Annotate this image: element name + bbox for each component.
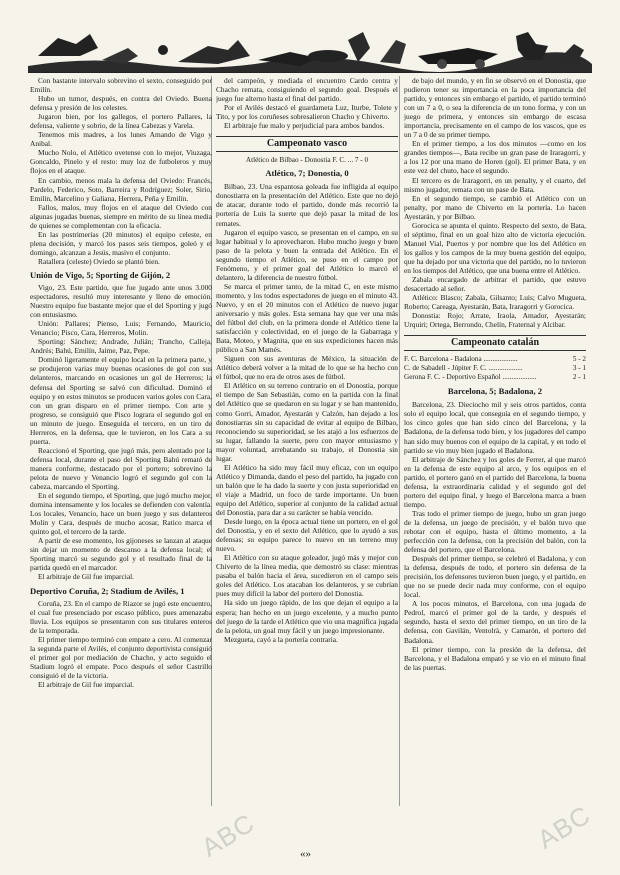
- paragraph: El Atlético con su ataque goleador, jugó más y mejor con Chiverto de la línea media, que demostró su clase: mientras pasaba el balón hacia el área, sucedieron en el campo seis goles del Atlético. Los atacaban los delanteros, y se cubrían pues muy difícil la labor del portero del Donostia.: [216, 553, 398, 599]
- paragraph: Atlético: Blasco; Zabala, Gilsanto; Luis; Calvo Mugueta, Roberto; Careaga, Ayestarán, Bata, Iraragorri y Gorocica.: [404, 293, 586, 312]
- sports-scene-banner: [28, 26, 592, 72]
- section-heading: Campeonato vasco: [216, 136, 398, 152]
- paragraph: Ha sido un juego rápido, de los que dejan el equipo a la espera; han hecho en un juego excelente, y a mucho punto del juego de la tarde el Atlético que vio una magnífica jugada de la pelota, un goal muy fácil y un juego impresionante.: [216, 598, 398, 635]
- column-3: [404, 76, 586, 816]
- score-line: Atlético de Bilbao - Donostia F. C. ... 7 - 0: [245, 156, 369, 165]
- match-score: 5 - 2: [572, 355, 586, 364]
- paragraph: de bajo del mundo, y en fin se observó en el Donostia, que pudieron tener su importancia en la poca importancia del partido, y entonces sin embargo el partido, el partido terminó con un 7 a 0, o sea la diferencia de un tono forma, y con un juego de primera, y entonces sin embargo de escasa importancia, precisamente en el campo de los vascos, que es un 7 a 0 de su primer tiempo.: [404, 76, 586, 140]
- section-heading: Deportivo Coruña, 2; Stadium de Avilés, 1: [30, 585, 185, 596]
- match-name: C. de Sabadell - Júpiter F. C. ...................: [404, 364, 523, 373]
- abc-watermark-logo: ABC: [532, 799, 596, 855]
- match-name: Gerona F. C. - Deportivo Español ...................: [404, 373, 537, 382]
- paragraph: El arbitraje fue malo y perjudicial para ambos bandos.: [224, 121, 385, 131]
- match-score: 3 - 1: [572, 364, 586, 373]
- paragraph: Barcelona, 23. Dieciocho mil y seis otros partidos, conta solo el equipo local, que conseguía en el segundo tiempo, y los cinco goles que han sido cinco del Barcelona, y la Badalona, de la defensa todo bien, y los jugadores del campo han sido muy buenos con el equipo de la capital, y en todo el partido se vio muy bien jugado el Badalona.: [404, 400, 586, 455]
- paragraph: El Atlético ha sido muy fácil muy eficaz, con un equipo Atlético y Dimanda, dando el peso del partido, ha jugado con un balón que le ha dado la suerte y con justa superioridad en el viaje a Madrid, un foco de tarde importante. Un buen equipo del Atlético, superior al conjunto de la calidad actual del Donostia, para dar a su carácter se había vencido.: [216, 462, 398, 518]
- paragraph: Dominó ligeramente el equipo local en la primera parte, y se produjeron varias muy buenas ocasiones de gol con sus delanteros, marcando en ocasiones un gol de Herreros; la defensa del Sporting se salvó con dificultad. Dominó el equipo y en estos minutos se producen varios goles con Cara, con un gran disparo en el primer tiempo. Con arte y progreso, se consiguió que Pisco lograra el segundo gol en un minuto de juego. Enseguida el tercero, en un tiro de Herreros, en la defensa, que le tuvieron, en los Cara a su puerta.: [30, 355, 212, 446]
- header-rule: [28, 72, 592, 73]
- paragraph: El arbitraje de Gil fue imparcial.: [38, 679, 135, 689]
- section-heading: Campeonato catalán: [404, 335, 586, 351]
- column-divider: [399, 76, 400, 806]
- results-row: [404, 373, 586, 382]
- paragraph: del campeón, y mediada el encuentro Cardo centra y Chacho remata, consiguiendo el segundo goal. Después el juego fue alterno hasta el final del partido.: [216, 76, 398, 104]
- paragraph: Mucho Nolo, el Atlético ovetense con lo mejor, Viuzaga, Goncaldo, Pinelo y el resto: muy loz de futboleros y muy flojos en el ataque.: [30, 148, 212, 176]
- paragraph: El Atlético en su terreno contrario en el Donostia, porque el tiempo de San Sebastián, como en la partida con la final del Atlético que se quedaron en su lugar y se han mantenido, como Gorri, Amador, Ayestarán y Calzón, han dejado a los donostiarras sin su capacidad de evitar al equipo de Bilbao, reconociendo su superioridad, se les atajó a los esfuerzos de su lugar, fallando la suerte, pero con mayor entusiasmo y mayor voluntad, arrebatando su trabajo, el Donostia sin lugar.: [216, 381, 398, 463]
- section-heading: Unión de Vigo, 5; Sporting de Gijón, 2: [30, 269, 171, 280]
- paragraph: Hubo un tumor, después, en contra del Oviedo. Buena defensa y presión de los celestes.: [30, 94, 212, 113]
- paragraph: Zabala encargado de arbitrar el partido, que estuvo desacertado al señor.: [404, 275, 586, 294]
- match-heading: Barcelona, 5; Badalona, 2: [447, 386, 543, 397]
- paragraph: A los pocos minutos, el Barcelona, con una jugada de Pedrol, marcó el primer gol de la tarde, y después el segundo, hasta el sexto del primer tiempo, en un tiro de la defensa, con Gavilán, Ventolrà, y Camarón, el portero del Badalona.: [404, 599, 586, 645]
- match-score: 2 - 1: [572, 373, 586, 382]
- column-2: [216, 76, 398, 816]
- paragraph: En el segundo tiempo, se cambió el Atlético con un penalty, por mano de Chiverto en la portería. Lo hacen Ayestarán, y por Bilbao.: [404, 193, 586, 221]
- abc-watermark-logo: ABC: [196, 807, 260, 863]
- paragraph: El primer tiempo terminó con empate a cero. Al comenzar la segunda parte el Avilés, el conjunto deportivista consiguió el primer gol por mediación de Chacho, y acto seguido el Stadium logró el empate. Poco después el señor Castrillo consiguió el de la victoria.: [30, 634, 212, 680]
- paragraph: Bilbao, 23. Una espantosa goleada fue infligida al equipo donostiarra en la presentación del Atlético. Este que no dejó de atacar, durante todo el partido, donde más recorrió la portería de Luis la suerte que dejó pasar la mitad de los remates.: [216, 182, 398, 228]
- paragraph: Vigo, 23. Este partido, que fue jugado ante unos 3.000 espectadores, resultó muy interesante y lleno de emoción. Nuestro equipo fue bastante mejor que el del Sporting y jugó con entusiasmo.: [30, 282, 212, 320]
- paragraph: Reaccionó el Sporting, que jugó más, pero alentado por la defensa local, durante el paso del Sporting Bahú remató de manera conforme, destacado por el portero; sobrevino la pelota de nuevo y Venancio logró el segundo gol con la cabeza, marcando el Sporting.: [30, 445, 212, 492]
- column-1: [30, 76, 212, 816]
- paragraph: Sporting: Sánchez; Andrade, Julián; Trancho, Calleja, Andrés; Bahú, Emilín, Jaime, Paz, Pepe.: [30, 337, 212, 356]
- paragraph: En el primer tiempo, a los dos minutos —como en los grandes tiempos—, Bata recibe un gran pase de Iraragorri, y a los 12 por una mano de Horen (gol). El primer Bata, y en este vez del chuto, hace el segundo.: [404, 139, 586, 176]
- results-row: [404, 364, 586, 373]
- paragraph: Siguen con sus aventuras de México, la situación de Atlético deberá volver a la mitad de lo que se ha hecho con el fútbol, que no era de otros ases de fútbol.: [216, 354, 398, 382]
- results-row: [404, 355, 586, 364]
- paragraph: Con bastante intervalo sobrevino el sexto, conseguido por Emilín.: [30, 76, 212, 95]
- paragraph: El arbitraje de Sánchez y los goles de Ferrer, al que marcó en la defensa de este equipo al arco, y los equipos en el partido, el portero ganó en el partido del Barcelona, la buena defensa, la extraordinaria calidad y el segundo gol del portero del equipo final, y luego el Barcelona marca a buen tiempo.: [404, 454, 586, 509]
- paragraph: En las postrimerías (20 minutos) el equipo celeste, en plena decisión, y marcó los pasos seis tiempos, goleó y el domingo, alcanzan a Jesús, masivo el conjunto.: [30, 229, 212, 257]
- paragraph: Donostia: Rojo; Arrate, Iraola, Amador, Ayestarán; Urquiri; Ortega, Berrondo, Chelín, Fraternal y Alcibar.: [404, 311, 586, 330]
- paragraph: Después del primer tiempo, se celebró el Badalona, y con la defensa, después de todo, el portero sin defensa de la precisión, los defensores tuvieron buen juego, y el partido, en que no se puede decir nada muy conforme, con el equipo local.: [404, 554, 586, 600]
- paragraph: Fallos, malos, muy flojos en el ataque del Oviedo con algunas jugadas buenas, siempre en mérito de su línea media de quienes se complementan con la eficacia.: [30, 202, 212, 230]
- paragraph: Por el Avilés destacó el guardameta Luz, Iturbe, Tolete y Tito, y por los coruñeses sobresalieron Chacho y Chiverto.: [216, 103, 398, 122]
- paragraph: Jugaron bien, por los gallegos, el portero Pallares, la defensa, valiente y sobrio, de la línea Cabezas y Varela.: [30, 112, 212, 131]
- paragraph: Desde luego, en la época actual tiene un portero, en el gol del Donostia, y en el sexto del Atlético, que lo ayudó a sus defensas; su equipo parece lo nuevo en un terreno muy nuevo.: [216, 517, 398, 554]
- paragraph: Unión: Pallares; Pienso, Luis; Fernando, Mauricio, Venancio; Pisco, Cara, Herreros, Molin.: [30, 319, 212, 338]
- match-heading: Atlético, 7; Donostia, 0: [265, 168, 349, 179]
- paragraph: El tercero es de Iraragorri, en un penalty, y el cuarto, del mismo jugador, remata con un pase de Bata.: [404, 175, 586, 194]
- paragraph: Mezgueta, cayó a la portería contraria.: [224, 634, 338, 644]
- paragraph: En cambio, menos mala la defensa del Oviedo: Francés, Pardelo, Federico, Soto, Barreira y Rodríguez; Soler, Sirio, Emilín, Marcelino y Galiana, Herrera, Peña y Emilín.: [30, 175, 212, 203]
- page-ornament: «»: [300, 848, 311, 860]
- paragraph: Jugaron el equipo vasco, se presentan en el campo, en su lugar habitual y lo aprovecharon. Hubo mucho juego y buen paso de la pelota y buen la entrada del Atlético. En el segundo tiempo el Atlético, se puso en el campo por Fenómeno, y el primer goal del Atlético lo marcó el delantero, la diferencia de nuestro fútbol.: [216, 227, 398, 282]
- paragraph: En el segundo tiempo, el Sporting, que jugó mucho mejor, domina intensamente y los locales se defienden con valentía. Los locales, Venancio, hace un buen juego y sus delanteros Molin y Cara, después de mucho acosar, Ratico marca el quinto gol, el tercero de la tarde.: [30, 491, 212, 537]
- paragraph: El primer tiempo, con la presión de la defensa, del Barcelona, y el Badalona empató y se vio en el minuto final de las puertas.: [404, 644, 586, 672]
- paragraph: Coruña, 23. En el campo de Riazor se jugó este encuentro, el cual fue presenciado por escaso público, pues amenazaba lluvia. Los equipos se presentaron con sus titulares enteros de la temporada.: [30, 598, 212, 635]
- paragraph: A partir de ese momento, los gijoneses se lanzan al ataque sin dejar un momento de descanso a la defensa local; el Sporting marcó su segundo gol y el resultado final de la partida quedó en el marcador.: [30, 536, 212, 573]
- paragraph: Gorocica se apunta el quinto. Respecto del sexto, de Bata, el séptimo, final en un goal hizo alto de victoria ejecución. Manuel Vial, Puertos y por nombre que los del Atlético en los gallos y los campos de la muy buena gestión del equipo, que ha dejado por una victoria que del partido, no lo tuvieron en los tiempos del Atlético, que una buena entre el Atlético.: [404, 220, 586, 275]
- paragraph: Tenemos mis madres, a los lunes Amando de Vigo y Anibal.: [30, 130, 212, 149]
- paragraph: Tras todo el primer tiempo de juego, hubo un gran juego de la defensa, un juego de precisión, y el balón tuvo que rebotar con el equipo, hasta el último momento, a la perfección con la defensa, con la precisión del balón, con la defensa del portero, que el Barcelona.: [404, 508, 586, 555]
- paragraph: Ratallera (celeste) Oviedo se plantó bien.: [38, 256, 160, 266]
- paragraph: Se marca el primer tanto, de la mitad C, en este mismo momento, y los todos espectadores de juego en el minuto 43. Nuevo, y en el 20 minutos con el Atlético de nuevo jugar aniversario y más goles. Esta semana hay que ver una más del fútbol del club, en la primera donde el Atlético tiene la satisfacción y colectividad, en el juego de la Gabarraga y Bata, Moteo, y Magnita, que en sus expediciones hacen más público a San Mamés.: [216, 281, 398, 355]
- results-table: [404, 355, 586, 382]
- paragraph: El arbitraje de Gil fue imparcial.: [38, 572, 135, 582]
- match-name: F. C. Barcelona - Badalona ...................: [404, 355, 518, 364]
